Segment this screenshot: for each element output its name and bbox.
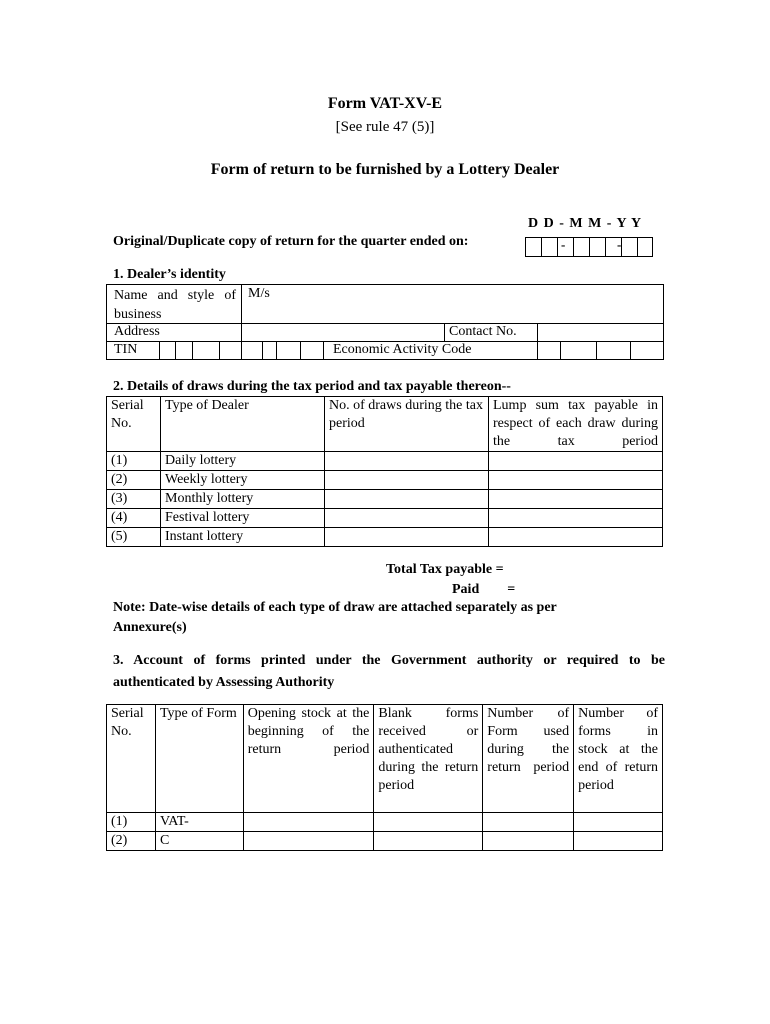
- row-type: Daily lottery: [161, 452, 325, 471]
- row-lump-cell[interactable]: [489, 509, 663, 528]
- section3-heading: 3. Account of forms printed under the Government authority or required to be authenticated by Assessing Authority: [113, 653, 665, 690]
- row-serial: (2): [107, 471, 161, 490]
- row-serial: (2): [107, 832, 156, 851]
- date-separator-2: -: [617, 237, 622, 252]
- quarter-label: Original/Duplicate copy of return for the quarter ended on:: [113, 234, 469, 249]
- col-opening-stock: Opening stock at the beginning of the return period: [243, 705, 374, 813]
- col-lump-sum: Lump sum tax payable in respect of each draw during the tax period: [489, 397, 663, 452]
- table-row: [107, 452, 663, 471]
- name-style-value[interactable]: M/s: [248, 286, 270, 301]
- col-form-type: Type of Form: [155, 705, 243, 813]
- row-serial: (4): [107, 509, 161, 528]
- row-draws-cell[interactable]: [325, 528, 489, 547]
- table-row: [107, 832, 663, 851]
- row-used-cell[interactable]: [483, 832, 574, 851]
- date-separator-1: -: [561, 237, 566, 252]
- table-row: [107, 528, 663, 547]
- row-lump-cell[interactable]: [489, 490, 663, 509]
- col-serial: Serial No.: [107, 705, 156, 813]
- row-type: VAT-: [155, 813, 243, 832]
- draws-table: [106, 396, 663, 547]
- row-stock-cell[interactable]: [574, 813, 663, 832]
- col-blank-forms: Blank forms received or authenticated during the return period: [374, 705, 483, 813]
- paid-label: Paid =: [452, 582, 516, 597]
- row-lump-cell[interactable]: [489, 452, 663, 471]
- col-serial: Serial No.: [107, 397, 161, 452]
- col-forms-stock: Number of forms in stock at the end of return period: [574, 705, 663, 813]
- row-draws-cell[interactable]: [325, 490, 489, 509]
- table-row: [107, 509, 663, 528]
- row-draws-cell[interactable]: [325, 452, 489, 471]
- col-draws: No. of draws during the tax period: [325, 397, 489, 452]
- row-type: C: [155, 832, 243, 851]
- tin-label: TIN: [114, 342, 138, 357]
- col-dealer-type: Type of Dealer: [161, 397, 325, 452]
- forms-header-row: [107, 705, 663, 813]
- row-draws-cell[interactable]: [325, 471, 489, 490]
- contact-label: Contact No.: [449, 324, 517, 339]
- table-row: [107, 813, 663, 832]
- row-type: Monthly lottery: [161, 490, 325, 509]
- activity-code-label: Economic Activity Code: [333, 342, 472, 357]
- draws-header-row: [107, 397, 663, 452]
- form-subtitle: Form of return to be furnished by a Lottery Dealer: [210, 161, 560, 178]
- forms-table: [106, 704, 663, 851]
- section2-heading: 2. Details of draws during the tax period and tax payable thereon--: [113, 379, 511, 394]
- row-type: Instant lottery: [161, 528, 325, 547]
- row-type: Festival lottery: [161, 509, 325, 528]
- row-serial: (5): [107, 528, 161, 547]
- row-lump-cell[interactable]: [489, 528, 663, 547]
- row-type: Weekly lottery: [161, 471, 325, 490]
- row-serial: (1): [107, 452, 161, 471]
- section1-heading: 1. Dealer’s identity: [113, 267, 226, 282]
- address-label: Address: [114, 324, 160, 339]
- date-format-label: D D - M M - Y Y: [528, 216, 643, 231]
- rule-reference: [See rule 47 (5)]: [335, 119, 435, 135]
- row-blank-cell[interactable]: [374, 813, 483, 832]
- row-lump-cell[interactable]: [489, 471, 663, 490]
- col-forms-used: Number of Form used during the return period: [483, 705, 574, 813]
- table-row: [107, 490, 663, 509]
- table-row: [107, 471, 663, 490]
- name-style-label: Name and style of business: [114, 288, 236, 322]
- row-used-cell[interactable]: [483, 813, 574, 832]
- annexure-note: Note: Date-wise details of each type of draw are attached separately as per Annexure(s): [113, 600, 557, 635]
- total-tax-label: Total Tax payable =: [386, 562, 504, 577]
- row-serial: (3): [107, 490, 161, 509]
- row-blank-cell[interactable]: [374, 832, 483, 851]
- row-draws-cell[interactable]: [325, 509, 489, 528]
- row-serial: (1): [107, 813, 156, 832]
- form-title: Form VAT-XV-E: [327, 95, 443, 112]
- row-stock-cell[interactable]: [574, 832, 663, 851]
- row-opening-cell[interactable]: [243, 832, 374, 851]
- row-opening-cell[interactable]: [243, 813, 374, 832]
